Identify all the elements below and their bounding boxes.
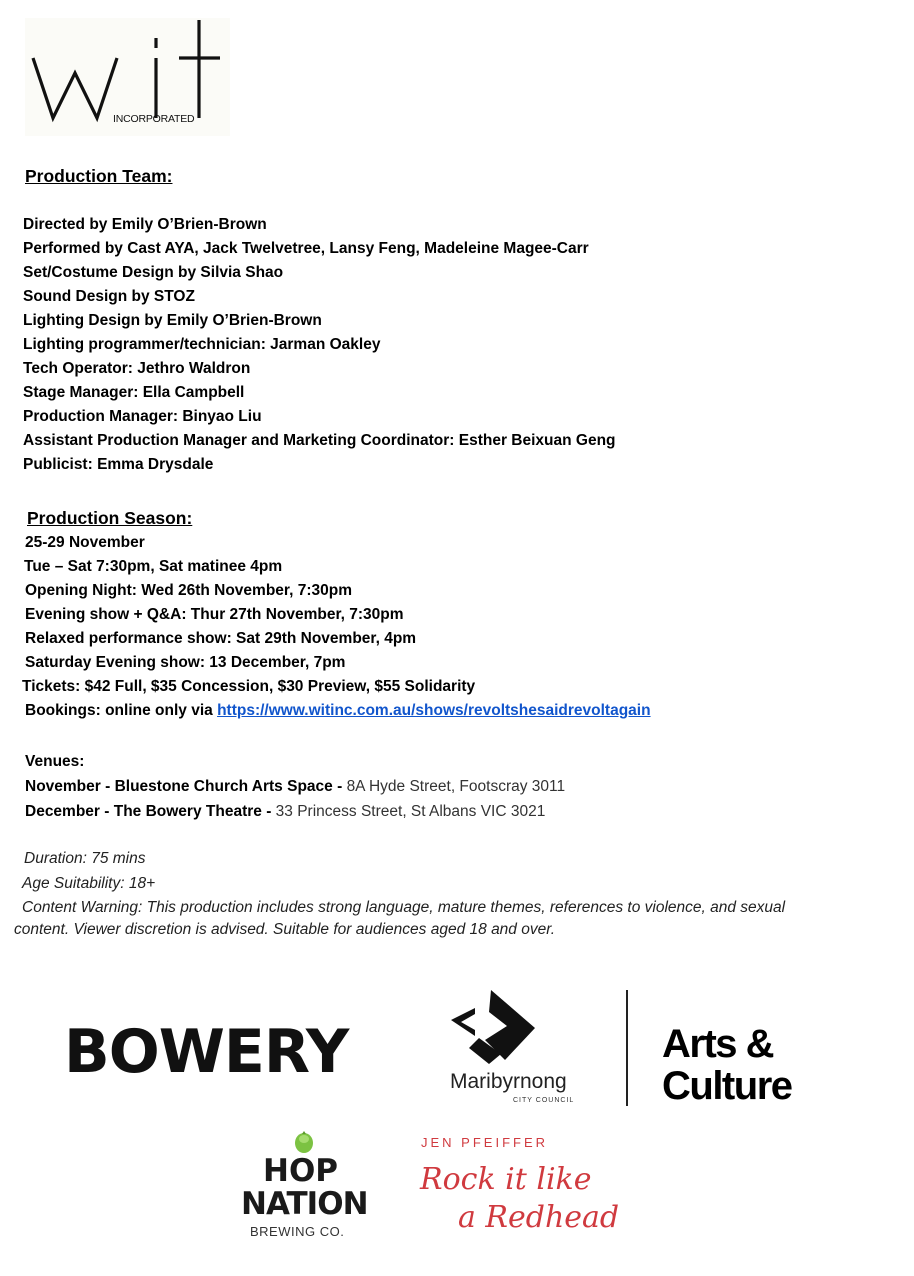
age-suitability: Age Suitability: 18+ xyxy=(22,875,156,892)
hop-nation-line3: BREWING CO. xyxy=(250,1224,345,1239)
team-line: Sound Design by STOZ xyxy=(23,288,195,305)
logo-divider xyxy=(626,990,628,1106)
season-line: Tickets: $42 Full, $35 Concession, $30 Preview, $55 Solidarity xyxy=(22,678,476,695)
content-warning-label: Content Warning: xyxy=(22,899,143,916)
production-team-heading: Production Team: xyxy=(25,166,173,186)
team-line: Directed by Emily O’Brien-Brown xyxy=(23,216,267,233)
season-line: Saturday Evening show: 13 December, 7pm xyxy=(25,654,346,671)
bookings-line xyxy=(25,699,651,723)
production-team-list xyxy=(23,213,616,477)
hop-nation-line1: HOP xyxy=(263,1153,339,1189)
bookings-label: Bookings: online only via xyxy=(25,702,218,719)
venue-december-address: 33 Princess Street, St Albans VIC 3021 xyxy=(275,803,546,820)
venue-november-address: 8A Hyde Street, Footscray 3011 xyxy=(346,778,566,795)
team-line: Tech Operator: Jethro Waldron xyxy=(23,360,251,377)
jen-pfeiffer-name: JEN PFEIFFER xyxy=(421,1135,549,1150)
maribyrnong-name: Maribyrnong xyxy=(450,1070,567,1093)
venue-november xyxy=(25,775,565,799)
team-line: Lighting programmer/technician: Jarman Oakley xyxy=(23,336,381,353)
bowery-logo-text: BOWERY xyxy=(64,1017,349,1087)
team-line: Set/Costume Design by Silvia Shao xyxy=(23,264,284,281)
maribyrnong-icon xyxy=(445,988,545,1073)
production-season-list xyxy=(22,531,651,723)
rock-it-line1: Rock it like xyxy=(420,1162,592,1197)
venues-heading: Venues: xyxy=(25,753,85,770)
season-line: Opening Night: Wed 26th November, 7:30pm xyxy=(25,582,352,599)
production-season-heading: Production Season: xyxy=(27,508,193,528)
bowery-logo xyxy=(64,1017,349,1087)
team-line: Assistant Production Manager and Marketing Coordinator: Esther Beixuan Geng xyxy=(23,432,616,449)
team-line: Lighting Design by Emily O’Brien-Brown xyxy=(23,312,322,329)
venue-november-label: November - Bluestone Church Arts Space - xyxy=(25,778,347,795)
content-warning xyxy=(22,896,785,920)
team-line: Stage Manager: Ella Campbell xyxy=(23,384,245,401)
content-warning-continued: content. Viewer discretion is advised. Suitable for audiences aged 18 and over. xyxy=(14,921,556,938)
wit-logo xyxy=(25,18,230,136)
venue-december-label: December - The Bowery Theatre - xyxy=(25,803,276,820)
venue-december xyxy=(25,800,545,824)
rock-it-line2: a Redhead xyxy=(458,1200,620,1235)
season-line: Tue – Sat 7:30pm, Sat matinee 4pm xyxy=(24,558,283,575)
season-line: Relaxed performance show: Sat 29th November, 4pm xyxy=(25,630,417,647)
team-line: Publicist: Emma Drysdale xyxy=(23,456,214,473)
content-warning-text: This production includes strong language, mature themes, references to violence, and sexual xyxy=(142,899,786,916)
maribyrnong-subtitle: CITY COUNCIL xyxy=(513,1097,575,1104)
season-line: 25-29 November xyxy=(25,534,145,551)
season-line: Evening show + Q&A: Thur 27th November, 7:30pm xyxy=(25,606,404,623)
team-line: Production Manager: Binyao Liu xyxy=(23,408,262,425)
duration: Duration: 75 mins xyxy=(24,850,146,867)
arts-culture-line1: Arts & xyxy=(662,1022,774,1066)
bookings-link[interactable]: https://www.witinc.com.au/shows/revoltshesaidrevoltagain xyxy=(217,702,651,719)
wit-logo-subtitle: INCORPORATED xyxy=(113,113,195,125)
team-line: Performed by Cast AYA, Jack Twelvetree, Lansy Feng, Madeleine Magee-Carr xyxy=(23,240,589,257)
hop-nation-line2: NATION xyxy=(241,1186,368,1222)
arts-culture-line2: Culture xyxy=(662,1064,792,1108)
